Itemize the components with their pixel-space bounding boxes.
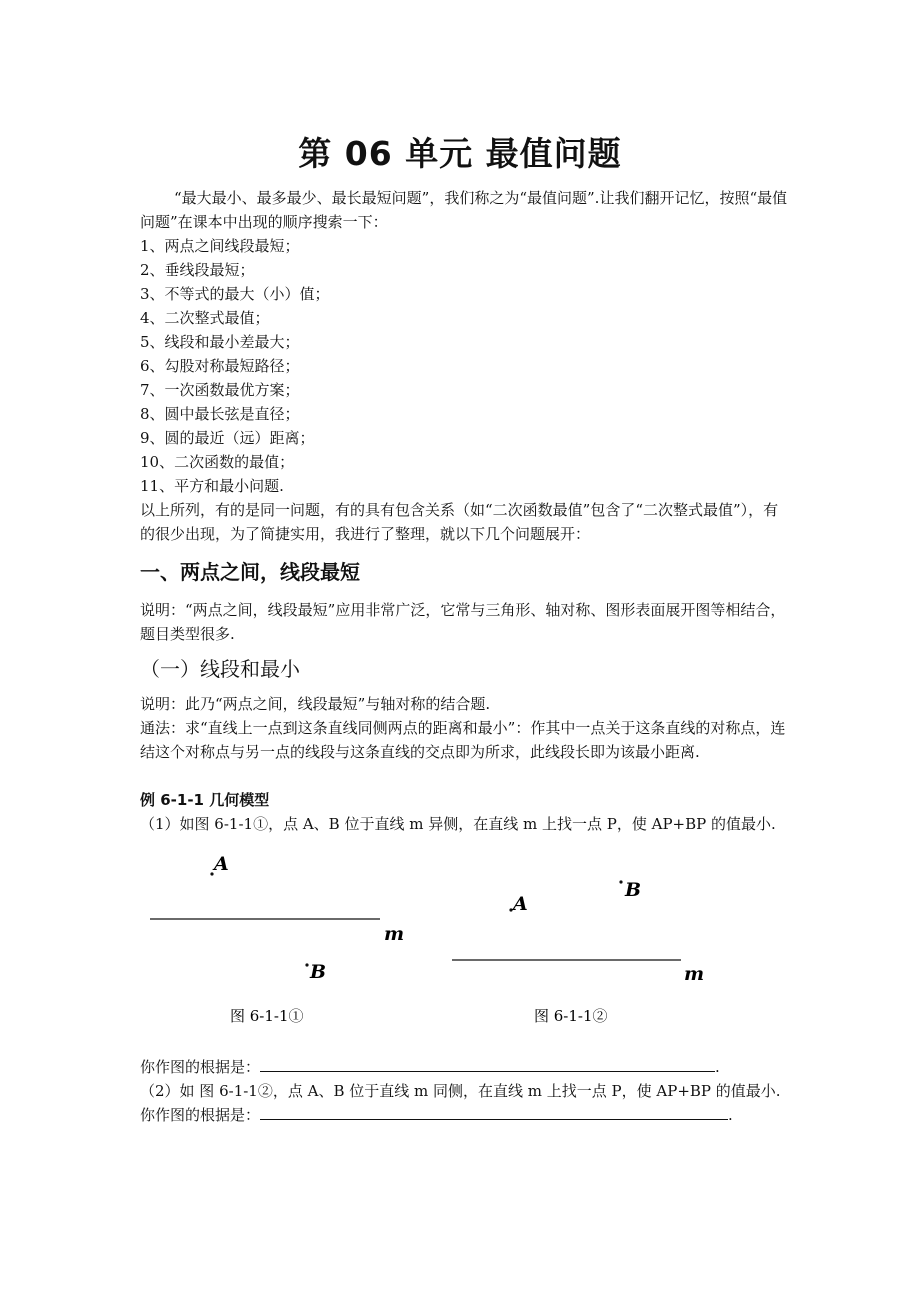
figure-1-caption: 图 6-1-1① [230, 1007, 304, 1025]
list-item: 2、垂线段最短； [140, 261, 255, 279]
subsection-note: 说明：此乃“两点之间，线段最短”与轴对称的结合题. [140, 695, 491, 713]
point-b-dot [619, 880, 622, 883]
point-a-label: A [513, 893, 528, 915]
answer-blank[interactable] [260, 1055, 715, 1072]
list-item: 4、二次整式最值； [140, 309, 270, 327]
geometry-figures [140, 840, 800, 1040]
list-item: 8、圆中最长弦是直径； [140, 405, 300, 423]
summary-paragraph: 以上所列，有的是同一问题，有的具有包含关系（如“二次函数最值”包含了“二次整式最值”），有的很少出现，为了简捷实用，我进行了整理，就以下几个问题展开： [140, 501, 779, 543]
section-heading: 一、两点之间，线段最短 [140, 560, 360, 584]
basis-label: 你作图的根据是： [140, 1058, 261, 1076]
subsection-heading: （一）线段和最小 [140, 657, 300, 681]
line-m-label: m [384, 923, 405, 945]
question-1: （1）如图 6-1-1①，点 A、B 位于直线 m 异侧，在直线 m 上找一点 P，使 AP+BP 的值最小. [140, 815, 776, 833]
list-item: 9、圆的最近（远）距离； [140, 429, 315, 447]
list-item: 1、两点之间线段最短； [140, 237, 300, 255]
figure-2-caption: 图 6-1-1② [534, 1007, 608, 1025]
list-item: 5、线段和最小差最大； [140, 333, 300, 351]
list-item: 3、不等式的最大（小）值； [140, 285, 330, 303]
figure-1 [150, 853, 404, 1025]
point-b-dot [305, 963, 308, 966]
basis-line-2 [140, 1103, 840, 1127]
list-item: 10、二次函数的最值； [140, 453, 295, 471]
method-paragraph: 通法：求“直线上一点到这条直线同侧两点的距离和最小”：作其中一点关于这条直线的对称点，连结这个对称点与另一点的线段与这条直线的交点即为所求，此线段长即为该最小距离. [140, 719, 786, 761]
period: . [728, 1106, 733, 1124]
section-note: 说明：“两点之间，线段最短”应用非常广泛，它常与三角形、轴对称、图形表面展开图等相结合，题目类型很多. [140, 601, 786, 643]
question-2: （2）如 图 6-1-1②，点 A、B 位于直线 m 同侧，在直线 m 上找一点 P，使 AP+BP 的值最小. [140, 1082, 781, 1100]
intro-paragraph: “最大最小、最多最少、最长最短问题”，我们称之为“最值问题”.让我们翻开记忆，按照“最值问题”在课本中出现的顺序搜索一下： [140, 189, 788, 231]
point-a-label: A [214, 853, 229, 875]
figure-2 [452, 879, 704, 1025]
period: . [715, 1058, 720, 1076]
basis-line-1 [140, 1055, 840, 1079]
list-item: 11、平方和最小问题. [140, 477, 284, 495]
answer-blank[interactable] [260, 1103, 728, 1120]
basis-label: 你作图的根据是： [140, 1106, 261, 1124]
point-b-label: B [310, 961, 327, 983]
line-m-label: m [684, 963, 705, 985]
topic-list [140, 234, 330, 498]
example-label: 例 6-1-1 几何模型 [140, 791, 270, 809]
list-item: 7、一次函数最优方案； [140, 381, 300, 399]
point-b-label: B [625, 879, 642, 901]
list-item: 6、勾股对称最短路径； [140, 357, 300, 375]
page-title: 第 06 单元 最值问题 [298, 134, 622, 173]
